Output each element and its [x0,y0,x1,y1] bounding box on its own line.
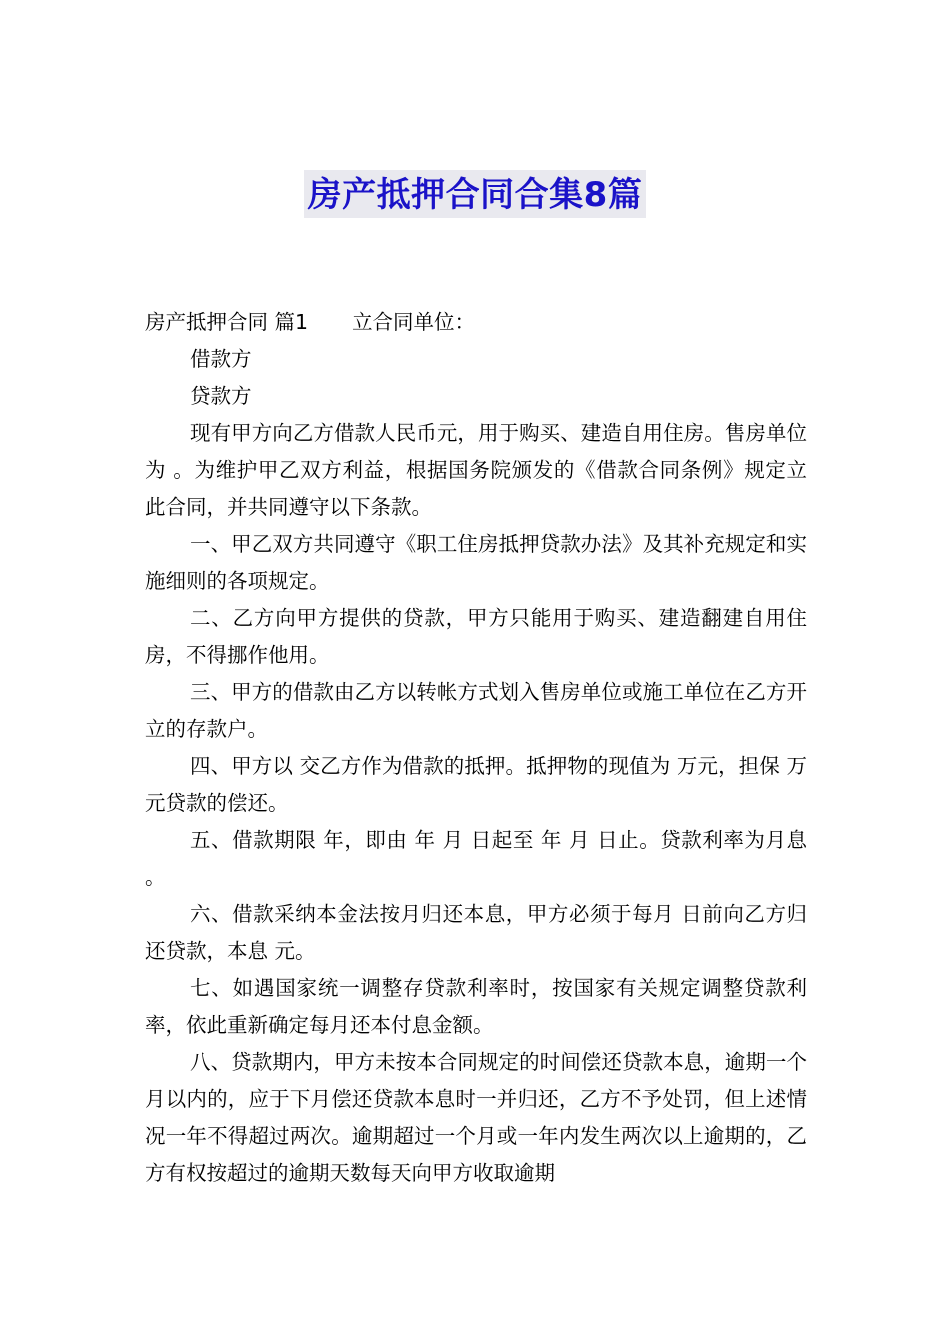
document-title-text: 房产抵押合同合集8篇 [304,170,647,218]
section-heading: 房产抵押合同 篇1 [145,310,309,334]
paragraph-clause-6: 六、借款采纳本金法按月归还本息，甲方必须于每月 日前向乙方归还贷款，本息 元。 [145,902,807,963]
document-title [0,170,950,218]
borrower-label: 借款方 [190,347,252,371]
paragraph-clause-5: 五、借款期限 年，即由 年 月 日起至 年 月 日止。贷款利率为月息 。 [145,828,807,889]
section-heading-line [145,304,807,341]
document-body [145,304,807,1192]
paragraph-clause-2: 二、乙方向甲方提供的贷款，甲方只能用于购买、建造翻建自用住房，不得挪作他用。 [145,606,807,667]
paragraph-clause-8: 八、贷款期内，甲方未按本合同规定的时间偿还贷款本息，逾期一个月以内的，应于下月偿还贷款本息时一并归还，乙方不予处罚，但上述情况一年不得超过两次。逾期超过一个月或一年内发生两次以上逾期的，乙方有权按超过的逾期天数每天向甲方收取逾期 [145,1050,807,1185]
paragraph-clause-3: 三、甲方的借款由乙方以转帐方式划入售房单位或施工单位在乙方开立的存款户。 [145,680,807,741]
contract-unit-label: 立合同单位： [352,310,476,334]
paragraph-clause-7: 七、如遇国家统一调整存贷款利率时，按国家有关规定调整贷款利率，依此重新确定每月还本付息金额。 [145,976,807,1037]
paragraph-clause-1: 一、甲乙双方共同遵守《职工住房抵押贷款办法》及其补充规定和实施细则的各项规定。 [145,532,807,593]
lender-label: 贷款方 [190,384,252,408]
paragraph-clause-4: 四、甲方以 交乙方作为借款的抵押。抵押物的现值为 万元，担保 万元贷款的偿还。 [145,754,807,815]
paragraph-preamble: 现有甲方向乙方借款人民币元，用于购买、建造自用住房。售房单位为 。为维护甲乙双方利益，根据国务院颁发的《借款合同条例》规定立此合同，并共同遵守以下条款。 [145,421,807,519]
